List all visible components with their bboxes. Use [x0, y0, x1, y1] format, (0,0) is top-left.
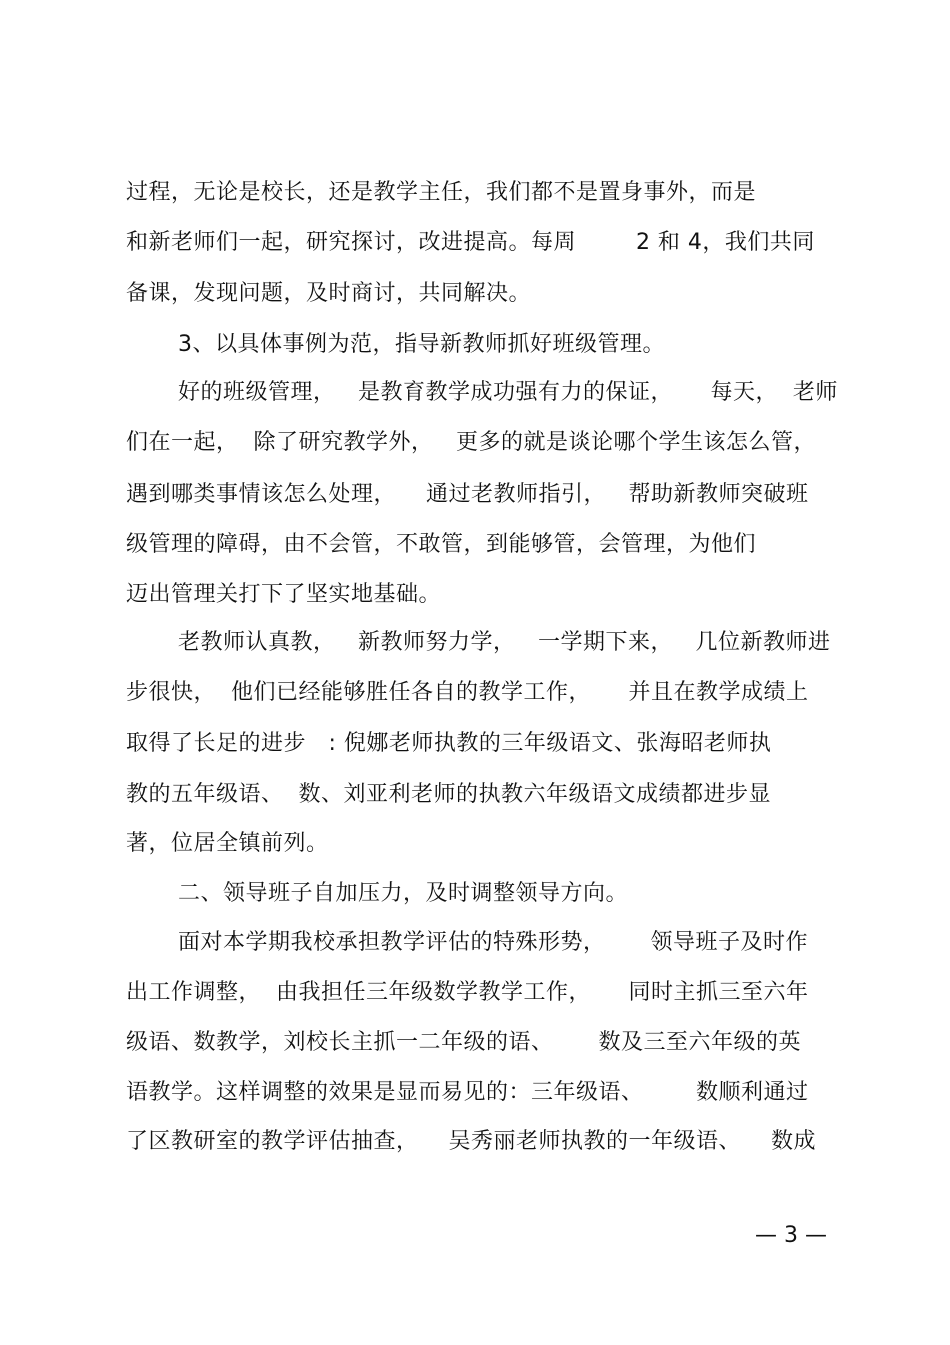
text-line-3: 备课，发现问题，及时商讨，共同解决。: [126, 281, 532, 306]
text-line-19: 语教学。这样调整的效果是显而易见的：三年级语、 数顺利通过: [126, 1080, 809, 1105]
text-line-17: 出工作调整， 由我担任三年级数学教学工作， 同时主抓三至六年: [126, 980, 809, 1005]
text-line-1: 过程，无论是校长，还是教学主任，我们都不是置身事外，而是: [126, 180, 757, 205]
page-number: — 3 —: [755, 1223, 827, 1248]
text-line-7: 遇到哪类事情该怎么处理， 通过老教师指引， 帮助新教师突破班: [126, 482, 809, 507]
text-line-9: 迈出管理关打下了坚实地基础。: [126, 582, 442, 607]
text-line-5: 好的班级管理， 是教育教学成功强有力的保证， 每天， 老师: [178, 380, 838, 405]
text-line-13: 教的五年级语、 数、刘亚利老师的执教六年级语文成绩都进步显: [126, 782, 771, 807]
text-line-8: 级管理的障碍，由不会管，不敢管，到能够管，会管理，为他们: [126, 532, 757, 557]
text-line-20: 了区教研室的教学评估抽查， 吴秀丽老师执教的一年级语、 数成: [126, 1129, 816, 1154]
text-line-16: 面对本学期我校承担教学评估的特殊形势， 领导班子及时作: [178, 930, 808, 955]
section-heading-2: 二、领导班子自加压力，及时调整领导方向。: [178, 881, 629, 906]
text-line-10: 老教师认真教， 新教师努力学， 一学期下来， 几位新教师进: [178, 630, 831, 655]
text-line-14: 著，位居全镇前列。: [126, 831, 329, 856]
text-line-11: 步很快， 他们已经能够胜任各自的教学工作， 并且在教学成绩上: [126, 680, 809, 705]
section-heading-3: 3、以具体事例为范，指导新教师抓好班级管理。: [178, 332, 665, 357]
text-line-2: 和新老师们一起，研究探讨，改进提高。每周 2 和 4，我们共同: [126, 230, 815, 255]
text-line-12: 取得了长足的进步 : 倪娜老师执教的三年级语文、张海昭老师执: [126, 731, 772, 756]
text-line-6: 们在一起， 除了研究教学外， 更多的就是谈论哪个学生该怎么管，: [126, 430, 816, 455]
text-line-18: 级语、数教学，刘校长主抓一二年级的语、 数及三至六年级的英: [126, 1030, 801, 1055]
